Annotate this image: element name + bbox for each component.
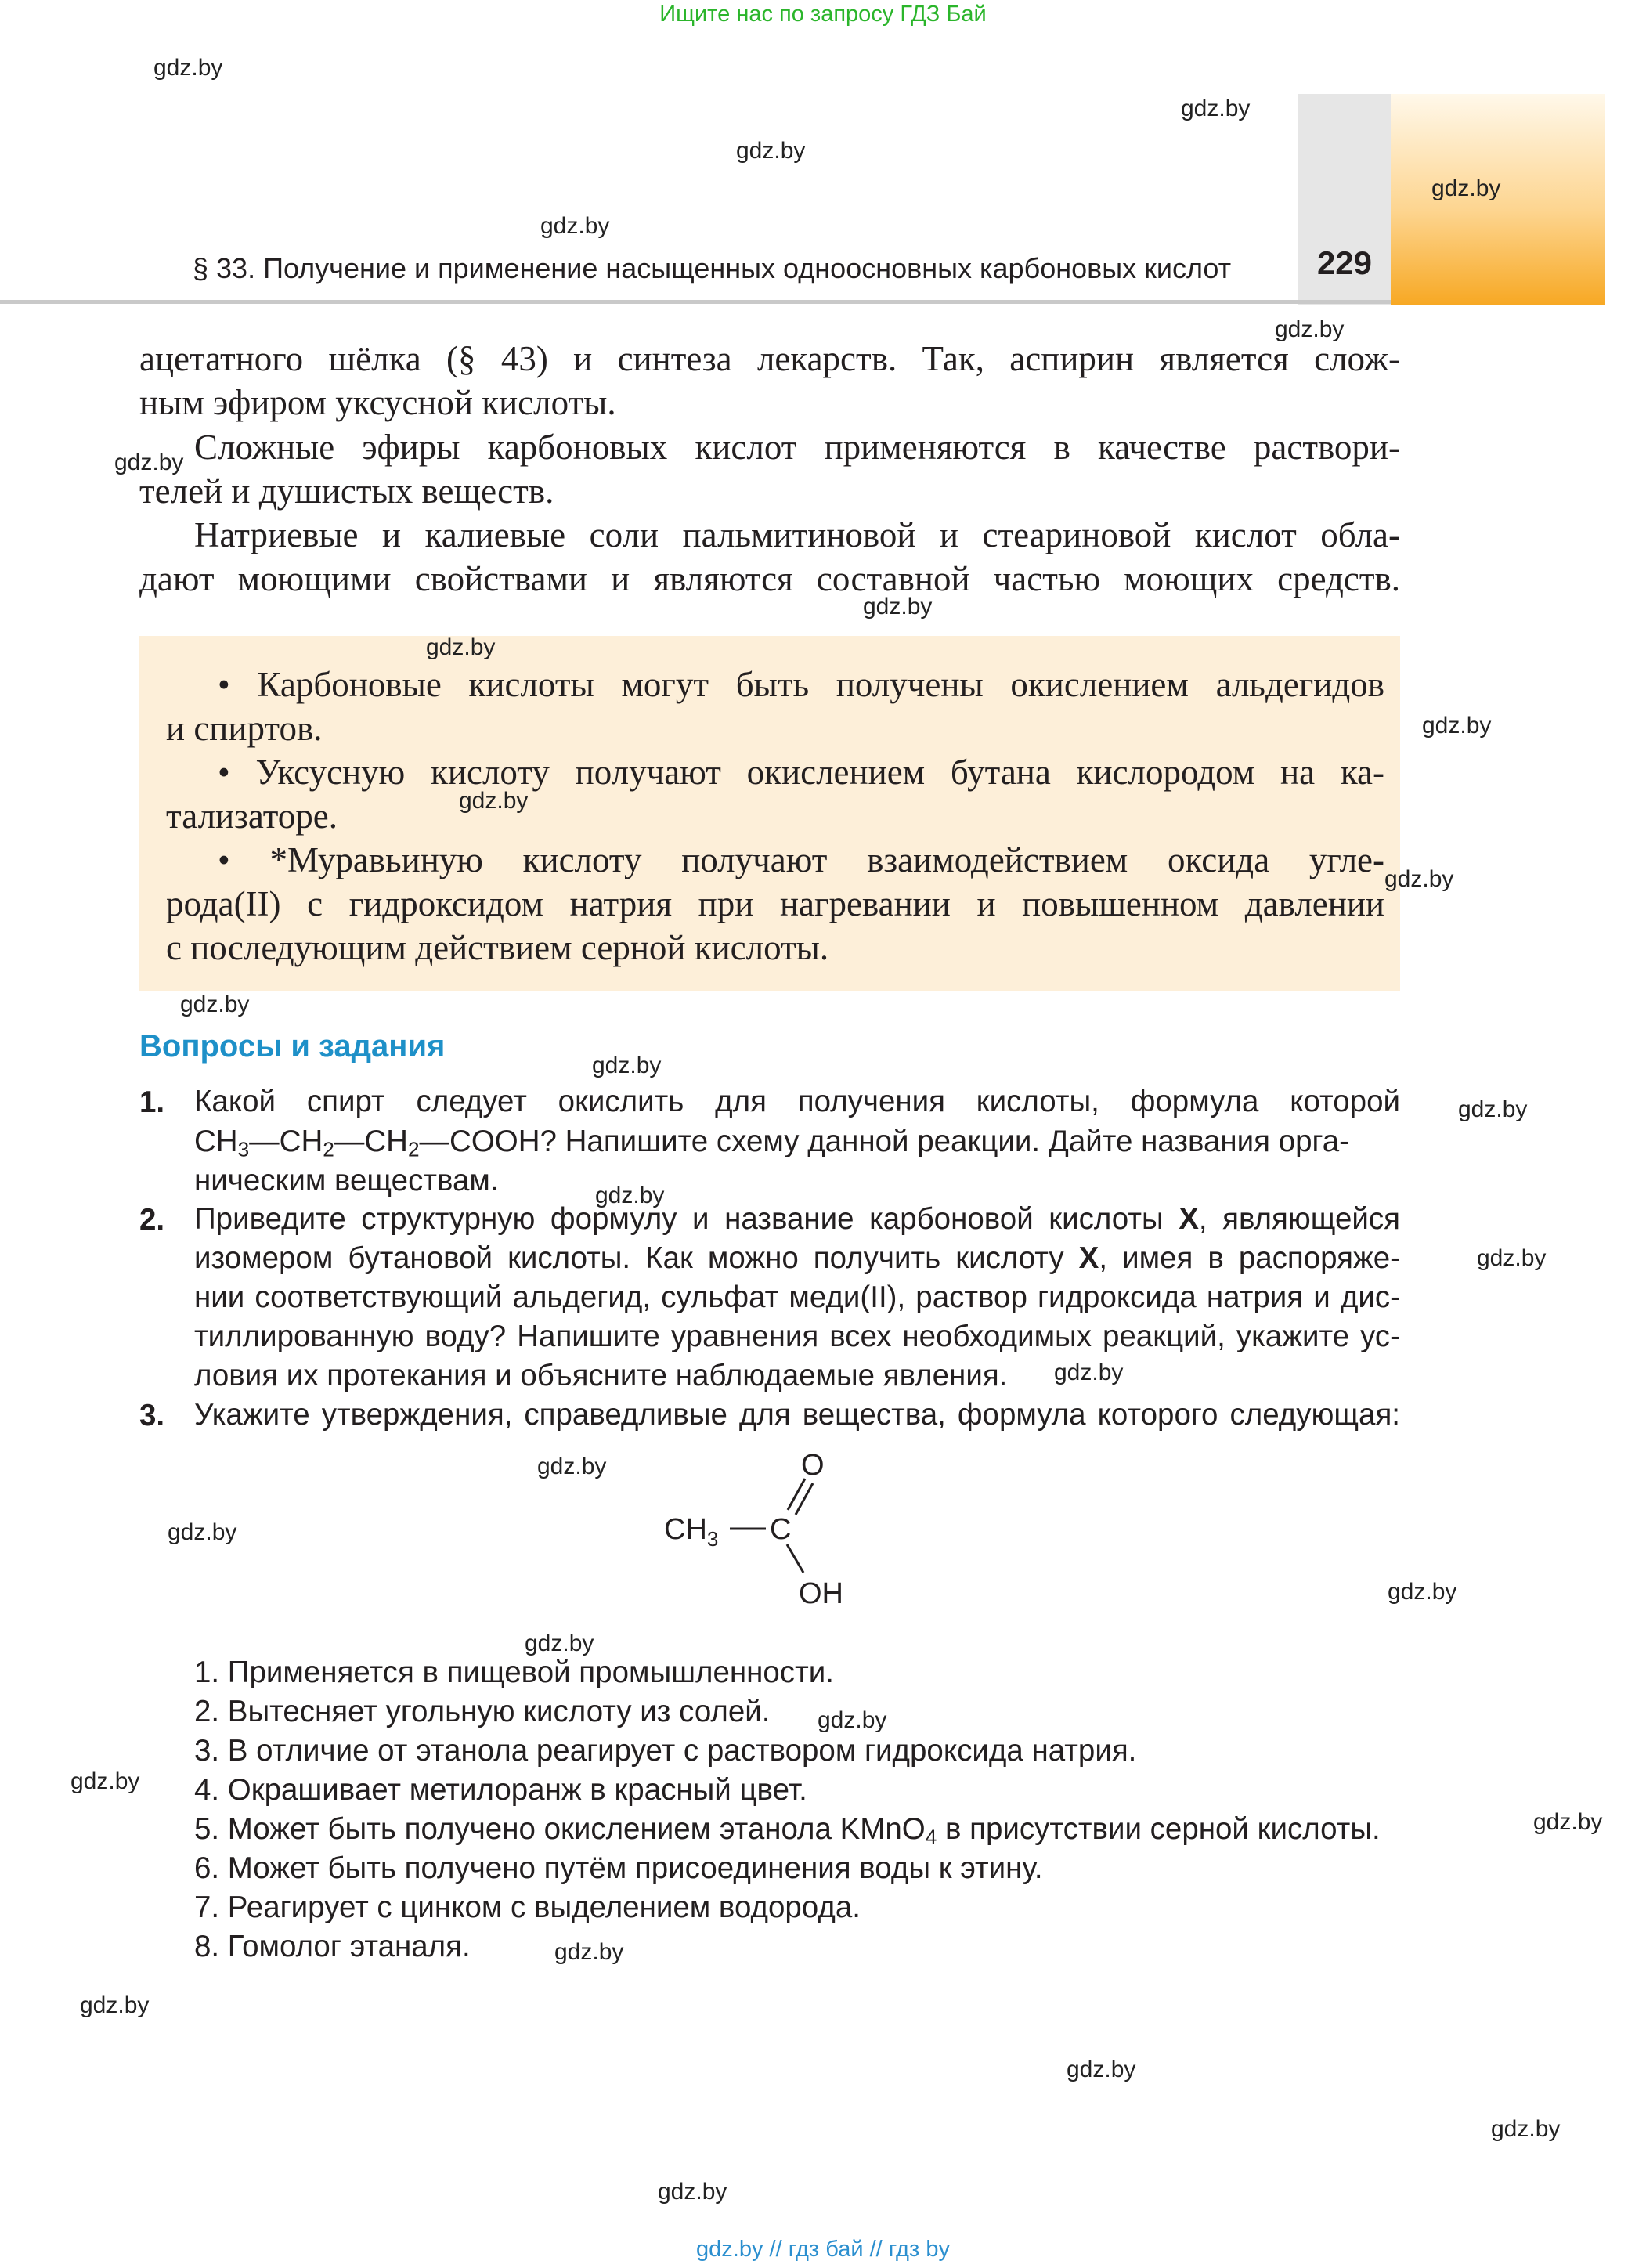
- watermark: gdz.by: [658, 2179, 727, 2205]
- section-title: § 33. Получение и применение насыщенных одноосновных карбоновых кислот: [193, 252, 1232, 284]
- watermark: gdz.by: [153, 55, 223, 81]
- watermark: gdz.by: [426, 634, 496, 660]
- watermark: gdz.by: [70, 1768, 140, 1794]
- summary-line: с последующим действием серной кислоты.: [166, 928, 829, 967]
- hydroxyl-label: OH: [799, 1577, 843, 1610]
- paragraph-line: Натриевые и калиевые соли пальмитиновой и стеариновой кислот обла-: [194, 515, 1400, 554]
- option-item: 4. Окрашивает метилоранж в красный цвет.: [194, 1773, 807, 1807]
- option-item: 3. В отличие от этанола реагирует с раствором гидроксида натрия.: [194, 1734, 1137, 1768]
- summary-line: тализаторе.: [166, 796, 338, 836]
- watermark: gdz.by: [1533, 1809, 1603, 1835]
- summary-line: • Уксусную кислоту получают окислением бутана кислородом на ка-: [218, 753, 1384, 792]
- question-line: $CH_3—CH_2—CH_2—COOH$? Напишите схему данной реакции. Дайте названия орга-: [194, 1125, 1349, 1161]
- watermark: gdz.by: [537, 1454, 607, 1479]
- watermark: gdz.by: [554, 1939, 624, 1965]
- question-line: изомером бутановой кислоты. Как можно получить кислоту X, имея в распоряже-: [194, 1241, 1400, 1275]
- watermark: gdz.by: [1491, 2116, 1561, 2142]
- oxygen-label: O: [801, 1449, 825, 1482]
- paragraph-line: Сложные эфиры карбоновых кислот применяются в качестве раствори-: [194, 428, 1400, 467]
- watermark: gdz.by: [1422, 713, 1492, 739]
- summary-line: • Карбоновые кислоты могут быть получены окислением альдегидов: [218, 665, 1384, 704]
- question-number: 2.: [139, 1203, 165, 1237]
- watermark: gdz.by: [80, 1992, 150, 2018]
- summary-line: рода(II) с гидроксидом натрия при нагревании и повышенном давлении: [166, 884, 1384, 923]
- watermark: gdz.by: [114, 450, 184, 475]
- watermark: gdz.by: [1384, 866, 1454, 892]
- watermark: gdz.by: [1275, 316, 1345, 342]
- double-bond-line: [796, 1483, 813, 1515]
- watermark: gdz.by: [1388, 1579, 1457, 1605]
- question-line: ническим веществам.: [194, 1164, 499, 1197]
- question-number: 3.: [139, 1399, 165, 1432]
- watermark: gdz.by: [1067, 2057, 1136, 2082]
- questions-heading: Вопросы и задания: [139, 1029, 446, 1064]
- page-number: 229: [1316, 244, 1373, 281]
- header-rule: [0, 300, 1391, 304]
- question-line: ловия их протекания и объясните наблюдаемые явления.: [194, 1359, 1008, 1392]
- watermark: gdz.by: [1181, 96, 1251, 121]
- double-bond-line: [788, 1479, 805, 1510]
- watermark: gdz.by: [459, 788, 529, 814]
- option-item: 1. Применяется в пищевой промышленности.: [194, 1656, 834, 1689]
- paragraph-line: ацетатного шёлка (§ 43) и синтеза лекарств. Так, аспирин является слож-: [139, 339, 1400, 378]
- summary-line: и спиртов.: [166, 709, 323, 748]
- paragraph-line: дают моющими свойствами и являются составной частью моющих средств.: [139, 559, 1400, 598]
- carbon-label: C: [770, 1513, 792, 1546]
- paragraph-line: телей и душистых веществ.: [139, 471, 554, 511]
- paragraph-line: ным эфиром уксусной кислоты.: [139, 383, 616, 422]
- watermark: gdz.by: [1054, 1360, 1124, 1385]
- watermark: gdz.by: [180, 991, 250, 1017]
- single-bond: [787, 1544, 803, 1573]
- acetic-acid-structure: [658, 1447, 861, 1620]
- watermark: gdz.by: [1477, 1245, 1547, 1271]
- option-item: 6. Может быть получено путём присоединения воды к этину.: [194, 1851, 1043, 1885]
- watermark: gdz.by: [168, 1519, 237, 1545]
- option-item: 8. Гомолог этаналя.: [194, 1930, 471, 1963]
- question-number: 1.: [139, 1085, 165, 1119]
- watermark: gdz.by: [540, 213, 610, 239]
- watermark: gdz.by: [818, 1707, 887, 1733]
- watermark: gdz.by: [863, 594, 933, 619]
- question-line: Приведите структурную формулу и название карбоновой кислоты X, являющейся: [194, 1202, 1400, 1236]
- bottom-banner[interactable]: gdz.by // гдз бай // гдз by: [696, 2237, 950, 2262]
- watermark: gdz.by: [1458, 1096, 1528, 1122]
- top-banner[interactable]: Ищите нас по запросу ГДЗ Бай: [659, 2, 987, 27]
- question-line: Укажите утверждения, справедливые для вещества, формула которого следующая:: [194, 1398, 1400, 1432]
- watermark: gdz.by: [595, 1183, 665, 1208]
- summary-line: • *Муравьиную кислоту получают взаимодействием оксида угле-: [218, 840, 1384, 879]
- option-item: 7. Реагирует с цинком с выделением водорода.: [194, 1891, 861, 1924]
- watermark: gdz.by: [1431, 175, 1501, 201]
- watermark: gdz.by: [592, 1053, 662, 1078]
- question-line: нии соответствующий альдегид, сульфат меди(II), раствор гидроксида натрия и дис-: [194, 1280, 1400, 1314]
- option-item: 2. Вытесняет угольную кислоту из солей.: [194, 1695, 771, 1728]
- watermark: gdz.by: [525, 1631, 594, 1656]
- option-item: 5. Может быть получено окислением этанола KMnO$_4$ в присутствии серной кислоты.: [194, 1812, 1381, 1849]
- watermark: gdz.by: [736, 138, 806, 164]
- question-line: тиллированную воду? Напишите уравнения всех необходимых реакций, укажите ус-: [194, 1320, 1400, 1353]
- question-line: Какой спирт следует окислить для получения кислоты, формула которой: [194, 1085, 1400, 1118]
- ch3-label: $CH_3$: [664, 1513, 719, 1551]
